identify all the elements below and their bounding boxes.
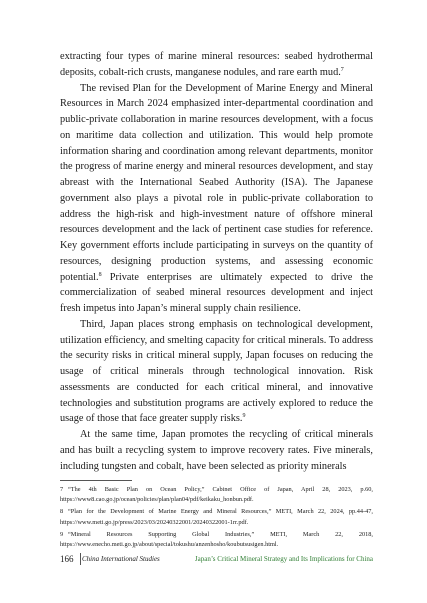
paragraph-3 [60,317,373,427]
page-number: 166 [60,553,81,565]
footnote-divider [60,480,132,481]
paragraph-4-text: At the same time, Japan promotes the recycling of critical minerals and has built a recycling system to improve recovery rates. Five minerals, including tungsten and cobalt, have been selected as priority minerals [60,429,373,472]
footnote-number: 9 [60,530,64,538]
paragraph-2-tail: Private enterprises are ultimately expected to drive the commercialization of seabed mineral resources development and inject fresh impetus into Japan’s mineral supply chain resilience. [60,271,373,314]
journal-name: China International Studies [82,555,160,563]
footnote-number: 7 [60,486,64,493]
paragraph-3-text: Third, Japan places strong emphasis on technological development, utilization efficiency, and smelting capacity for critical minerals. To address the security risks in critical mineral supply, Japan focuses on reducing the usage of critical minerals through technological innovation. Risk assessments are conducted for each critical mineral, and innovative technologies and substitution programs are actively explored to reduce the usage of those that face greater supply risks. [60,318,373,425]
footnotes [60,485,373,552]
footnote-8 [60,507,373,527]
paragraph-2 [60,81,373,317]
footnote-ref-8[interactable]: 8 [98,271,102,278]
footnote-text[interactable]: “Plan for the Development of Marine Energy and Mineral Resources,” METI, March 22, 2024, pp.44-47, https://www.meti.go.jp/press/2023/03/20240322001/20240322001-1rr.pdf. [60,508,373,526]
footnote-text[interactable]: “The 4th Basic Plan on Ocean Policy,” Cabinet Office of Japan, April 28, 2023, p.60, https://www8.cao.go.jp/ocean/policies/plan/plan04/pdf/keikaku_honbun.pdf. [60,486,373,504]
paragraph-1-text: extracting four types of marine mineral resources: seabed hydrothermal deposits, cobalt-rich crusts, manganese nodules, and rare earth mud. [60,51,373,78]
paragraph-1 [60,49,373,81]
footnote-7 [60,485,373,505]
paragraph-4 [60,427,373,474]
footnote-text[interactable]: “Mineral Resources Supporting Global Industries,” METI, March 22, 2018, https://www.enecho.meti.go.jp/about/special/tokushu/anzenhosho/koubutsusigen.html. [60,530,373,549]
footnote-ref-7[interactable]: 7 [340,66,344,73]
footnote-9 [60,530,373,550]
body-text [60,49,373,474]
running-title: Japan’s Critical Mineral Strategy and Its Implications for China [194,555,373,563]
footnote-ref-9[interactable]: 9 [242,413,246,420]
footnote-number: 8 [60,508,64,516]
paragraph-2-text: The revised Plan for the Development of Marine Energy and Mineral Resources in March 2024 emphasized inter-departmental coordination and public-private collaboration in marine resources development, with a focus on maritime data collection and utilization. This would help promote information sharing and coordination among relevant departments, monitor the progress of marine energy and mineral resources development, and stay abreast with the International Seabed Authority (ISA). The Japanese government also plays a pivotal role in public-private collaboration to address the high-risk and high-investment nature of offshore mineral resources development and the lack of pertinent case studies for reference. Key government efforts include participating in surveys on the quantity of resources, designing production systems, and assessing economic potential. [60,82,373,283]
page-footer [60,553,373,565]
